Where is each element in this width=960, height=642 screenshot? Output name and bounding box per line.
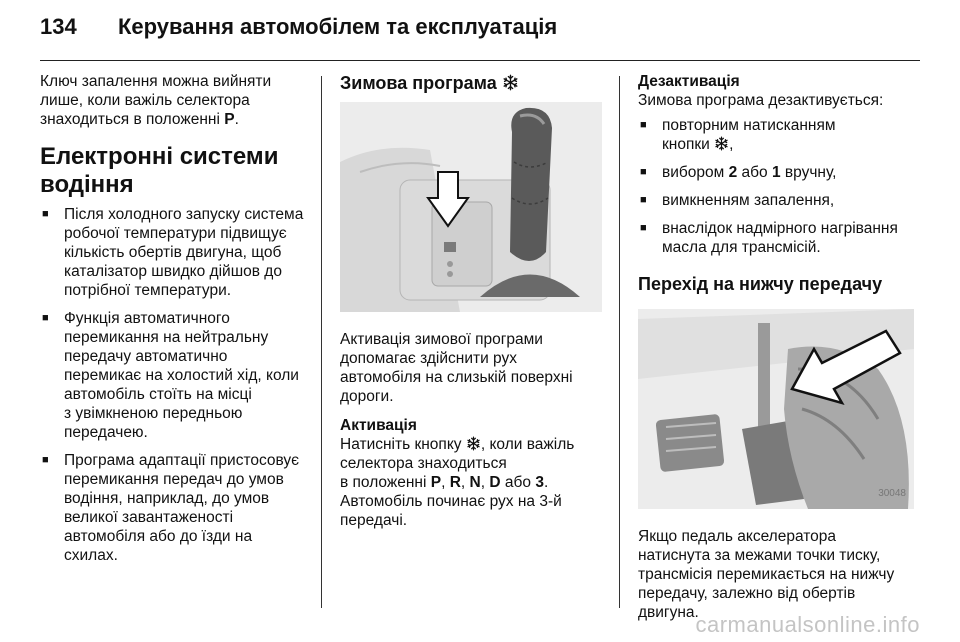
gear-d-label: D <box>489 474 501 491</box>
intro-paragraph: Ключ запалення можна вийняти лише, коли важіль селектора знаходиться в положенні P. <box>40 73 272 128</box>
list-item-ignition-off: ■ вимкненням запалення, <box>638 191 914 210</box>
gear-r-label: R <box>449 474 461 491</box>
snowflake-icon <box>502 74 519 91</box>
gear-p-label: P <box>430 474 442 491</box>
gear-selector-illustration <box>340 102 602 312</box>
list-item-neutral-shift: ■ Функція автоматичного перемикання на нейтральну передачу автоматично перемикає на холостий хід, коли автомобіль стоїть на місці з увімкненою передньою передачею. <box>40 309 312 442</box>
watermark: carmanualsonline.info <box>695 612 920 637</box>
deactivation-list <box>638 116 914 257</box>
deactivation-heading: Дезактивація <box>638 73 740 90</box>
column-left <box>40 72 312 574</box>
figure-number: 30048 <box>878 488 906 499</box>
page-header <box>0 0 960 60</box>
snowflake-icon <box>466 436 481 451</box>
page-title: Керування автомобілем та експлуатація <box>118 14 558 39</box>
list-item-warmup: ■ Після холодного запуску система робочої температури підвищує кількість обертів двигуна, щоб каталізатор швидко дійшов до потрібної температури. <box>40 205 312 300</box>
accelerator-pedal-drawing <box>638 309 914 509</box>
winter-program-caption: Активація зимової програми допомагає здійснити рух автомобіля на слизькій поверхні дороги. <box>340 331 573 405</box>
list-item-overheating: ■ внаслідок надмірного нагрівання масла для трансмісій. <box>638 219 914 257</box>
activation-heading: Активація <box>340 417 417 434</box>
list-item-select-gear: ■ вибором 2 або 1 вручну, <box>638 163 914 182</box>
gear-lever-drawing <box>340 102 602 312</box>
pedal-illustration <box>638 309 914 509</box>
page-number: 134 <box>40 14 77 39</box>
gear-n-label: N <box>469 474 481 491</box>
header-divider <box>40 60 920 61</box>
section-heading-winter-program: Зимова програма <box>340 72 602 94</box>
deactivation-text: Зимова програма дезактивується: <box>638 92 884 109</box>
column-divider-left <box>321 76 322 608</box>
electronic-systems-list <box>40 205 312 565</box>
list-item-adaptive-program: ■ Програма адаптації пристосовує перемикання передач до умов водіння, наприклад, до умов великої завантаженості автомобіля або до їзди на схилах. <box>40 451 312 565</box>
column-middle <box>340 72 602 540</box>
snowflake-icon <box>714 136 729 151</box>
list-item-press-button: ■ повторним натисканням кнопки , <box>638 116 914 154</box>
column-divider-right <box>619 76 620 608</box>
gear-p-label: P <box>224 111 235 128</box>
activation-text: Натисніть кнопку , коли важіль селектора знаходиться в положенні P, R, N, D або 3. Автомобіль починає рух на 3-й передачі. <box>340 436 575 529</box>
section-heading-kickdown: Перехід на нижчу передачу <box>638 274 883 294</box>
gear-3-label: 3 <box>535 474 544 491</box>
kickdown-paragraph: Якщо педаль акселератора натиснута за межами точки тиску, трансмісія перемикається на нижчу передачу, залежно від обертів двигуна. <box>638 528 895 621</box>
section-heading-electronic-systems: Електронні системи водіння <box>40 143 279 198</box>
column-right <box>638 72 914 632</box>
